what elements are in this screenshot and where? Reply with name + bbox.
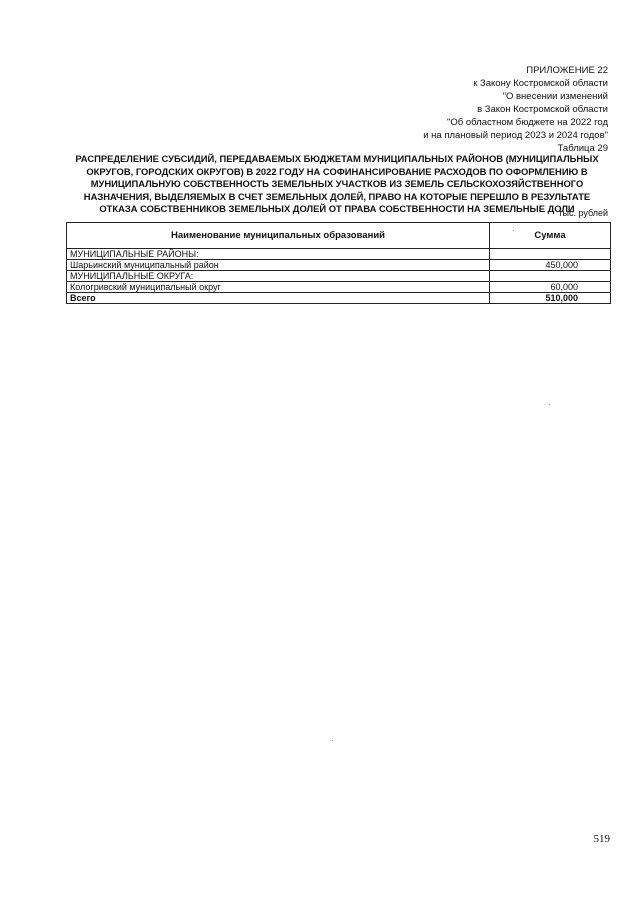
- heading-line: ОТКАЗА СОБСТВЕННИКОВ ЗЕМЕЛЬНЫХ ДОЛЕЙ ОТ ПРАВА СОБСТВЕННОСТИ НА ЗЕМЕЛЬНЫЕ ДОЛИ: [99, 203, 575, 215]
- heading-line: ОКРУГОВ, ГОРОДСКИХ ОКРУГОВ) В 2022 ГОДУ НА СОФИНАНСИРОВАНИЕ РАСХОДОВ ПО ОФОРМЛЕНИЮ В: [86, 165, 588, 177]
- table-row: [67, 249, 611, 260]
- annex-amendment-line: "О внесении изменений: [502, 91, 608, 102]
- table-row: [67, 282, 611, 293]
- annex-header: [308, 64, 608, 155]
- row-name: Шарьинский муниципальный район: [67, 260, 490, 271]
- units-label: тыс. рублей: [558, 208, 608, 218]
- scan-speck: [549, 404, 550, 405]
- table-row-total: [67, 293, 611, 304]
- row-name: Кологривский муниципальный округ: [67, 282, 490, 293]
- table-row: [67, 271, 611, 282]
- annex-table-number: Таблица 29: [557, 143, 608, 154]
- row-sum: 60,000: [490, 282, 611, 293]
- page-number: 519: [593, 833, 610, 845]
- scan-speck: [513, 230, 514, 231]
- heading-line: МУНИЦИПАЛЬНУЮ СОБСТВЕННОСТЬ ЗЕМЕЛЬНЫХ УЧАСТКОВ ИЗ ЗЕМЕЛЬ СЕЛЬСКОХОЗЯЙСТВЕННОГО: [90, 178, 584, 190]
- row-name: Всего: [67, 293, 490, 304]
- heading-line: РАСПРЕДЕЛЕНИЕ СУБСИДИЙ, ПЕРЕДАВАЕМЫХ БЮДЖЕТАМ МУНИЦИПАЛЬНЫХ РАЙОНОВ (МУНИЦИПАЛЬНЫХ: [75, 153, 599, 164]
- annex-period-line: и на плановый период 2023 и 2024 годов": [423, 130, 608, 141]
- heading-line: НАЗНАЧЕНИЯ, ВЫДЕЛЯЕМЫХ В СЧЕТ ЗЕМЕЛЬНЫХ ДОЛЕЙ, ПРАВО НА КОТОРЫЕ ПЕРЕШЛО В РЕЗУЛЬТАТЕ: [83, 190, 591, 202]
- row-name: МУНИЦИПАЛЬНЫЕ РАЙОНЫ:: [67, 249, 490, 260]
- subsidy-table: [66, 222, 611, 304]
- row-sum: 450,000: [490, 260, 611, 271]
- row-sum: [490, 249, 611, 260]
- row-name: МУНИЦИПАЛЬНЫЕ ОКРУГА:: [67, 271, 490, 282]
- header-municipality: Наименование муниципальных образований: [67, 223, 490, 249]
- annex-title: ПРИЛОЖЕНИЕ 22: [526, 65, 608, 76]
- row-sum: 510,000: [490, 293, 611, 304]
- scan-speck: [332, 740, 333, 741]
- table-header-row: [67, 223, 611, 249]
- row-sum: [490, 271, 611, 282]
- document-heading: [68, 153, 606, 216]
- table-row: [67, 260, 611, 271]
- annex-budget-line: "Об областном бюджете на 2022 год: [447, 117, 608, 128]
- annex-law-line: к Закону Костромской области: [473, 78, 608, 89]
- annex-law-line-2: в Закон Костромской области: [477, 104, 608, 115]
- header-sum: Сумма: [490, 223, 611, 249]
